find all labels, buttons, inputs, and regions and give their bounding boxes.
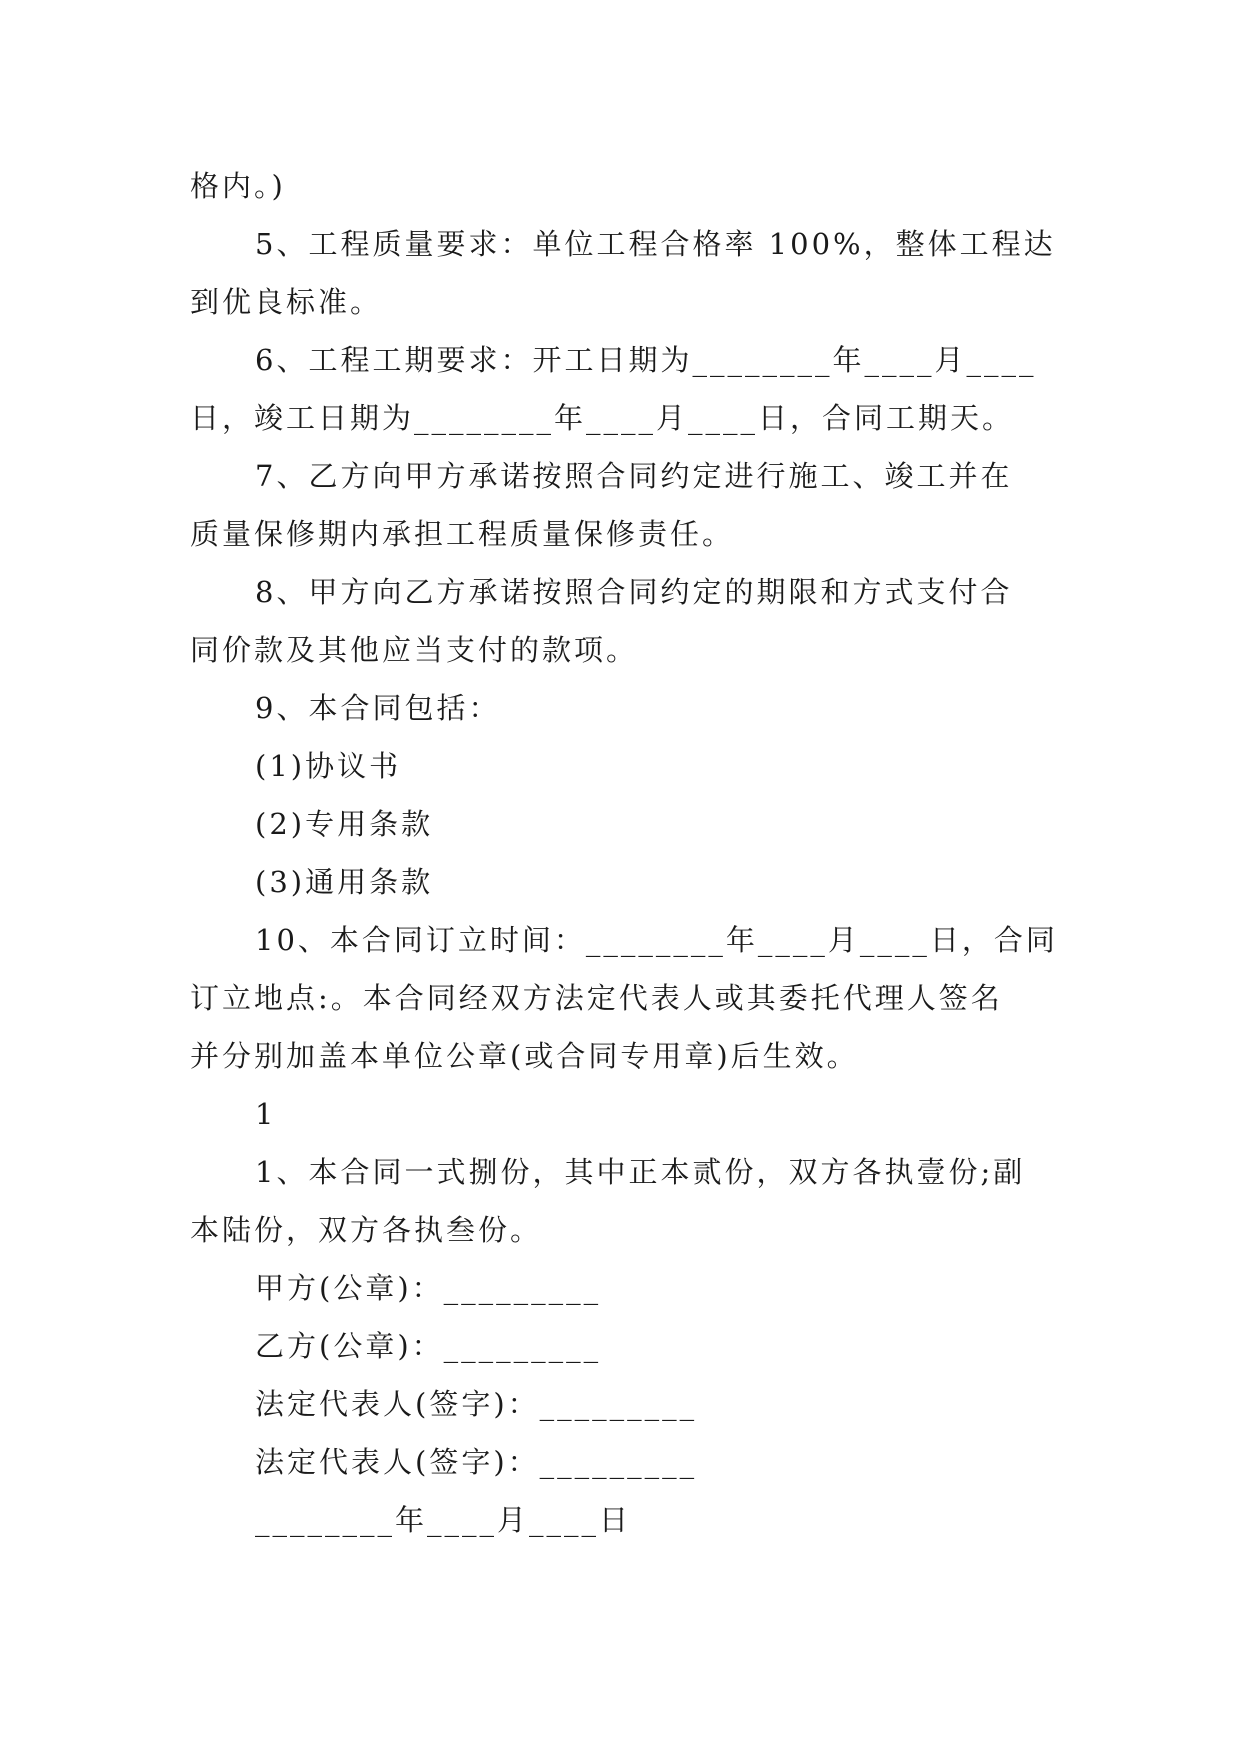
paragraph-line: 10、本合同订立时间：________年____月____日，合同	[255, 923, 1058, 957]
paragraph-line: 订立地点:。本合同经双方法定代表人或其委托代理人签名	[190, 981, 1003, 1015]
paragraph-line: 并分别加盖本单位公章(或合同专用章)后生效。	[190, 1039, 859, 1073]
paragraph-line: 6、工程工期要求：开工日期为________年____月____	[255, 343, 1037, 377]
paragraph-line: 日，竣工日期为________年____月____日，合同工期天。	[190, 401, 1015, 435]
paragraph-line: 到优良标准。	[190, 285, 383, 319]
list-item: (1)协议书	[255, 749, 402, 783]
paragraph-line: 9、本合同包括：	[255, 691, 501, 725]
paragraph-line: 5、工程质量要求：单位工程合格率 100%，整体工程达	[255, 227, 1056, 261]
list-item: (3)通用条款	[255, 865, 434, 899]
signature-field: 法定代表人(签字)：_________	[255, 1445, 698, 1479]
signature-field: 乙方(公章)：_________	[255, 1329, 602, 1363]
date-field: ________年____月____日	[255, 1503, 632, 1537]
paragraph-line: 质量保修期内承担工程质量保修责任。	[190, 517, 735, 551]
paragraph-line: 本陆份，双方各执叁份。	[190, 1213, 543, 1247]
list-item: (2)专用条款	[255, 807, 434, 841]
paragraph-line: 同价款及其他应当支付的款项。	[190, 633, 639, 667]
paragraph-line: 7、乙方向甲方承诺按照合同约定进行施工、竣工并在	[255, 459, 1013, 493]
paragraph-line: 1、本合同一式捌份，其中正本贰份，双方各执壹份;副	[255, 1155, 1026, 1189]
paragraph-line: 格内。)	[190, 169, 286, 203]
paragraph-line: 1	[255, 1097, 277, 1131]
paragraph-line: 8、甲方向乙方承诺按照合同约定的期限和方式支付合	[255, 575, 1013, 609]
signature-field: 法定代表人(签字)：_________	[255, 1387, 698, 1421]
signature-field: 甲方(公章)：_________	[255, 1271, 602, 1305]
